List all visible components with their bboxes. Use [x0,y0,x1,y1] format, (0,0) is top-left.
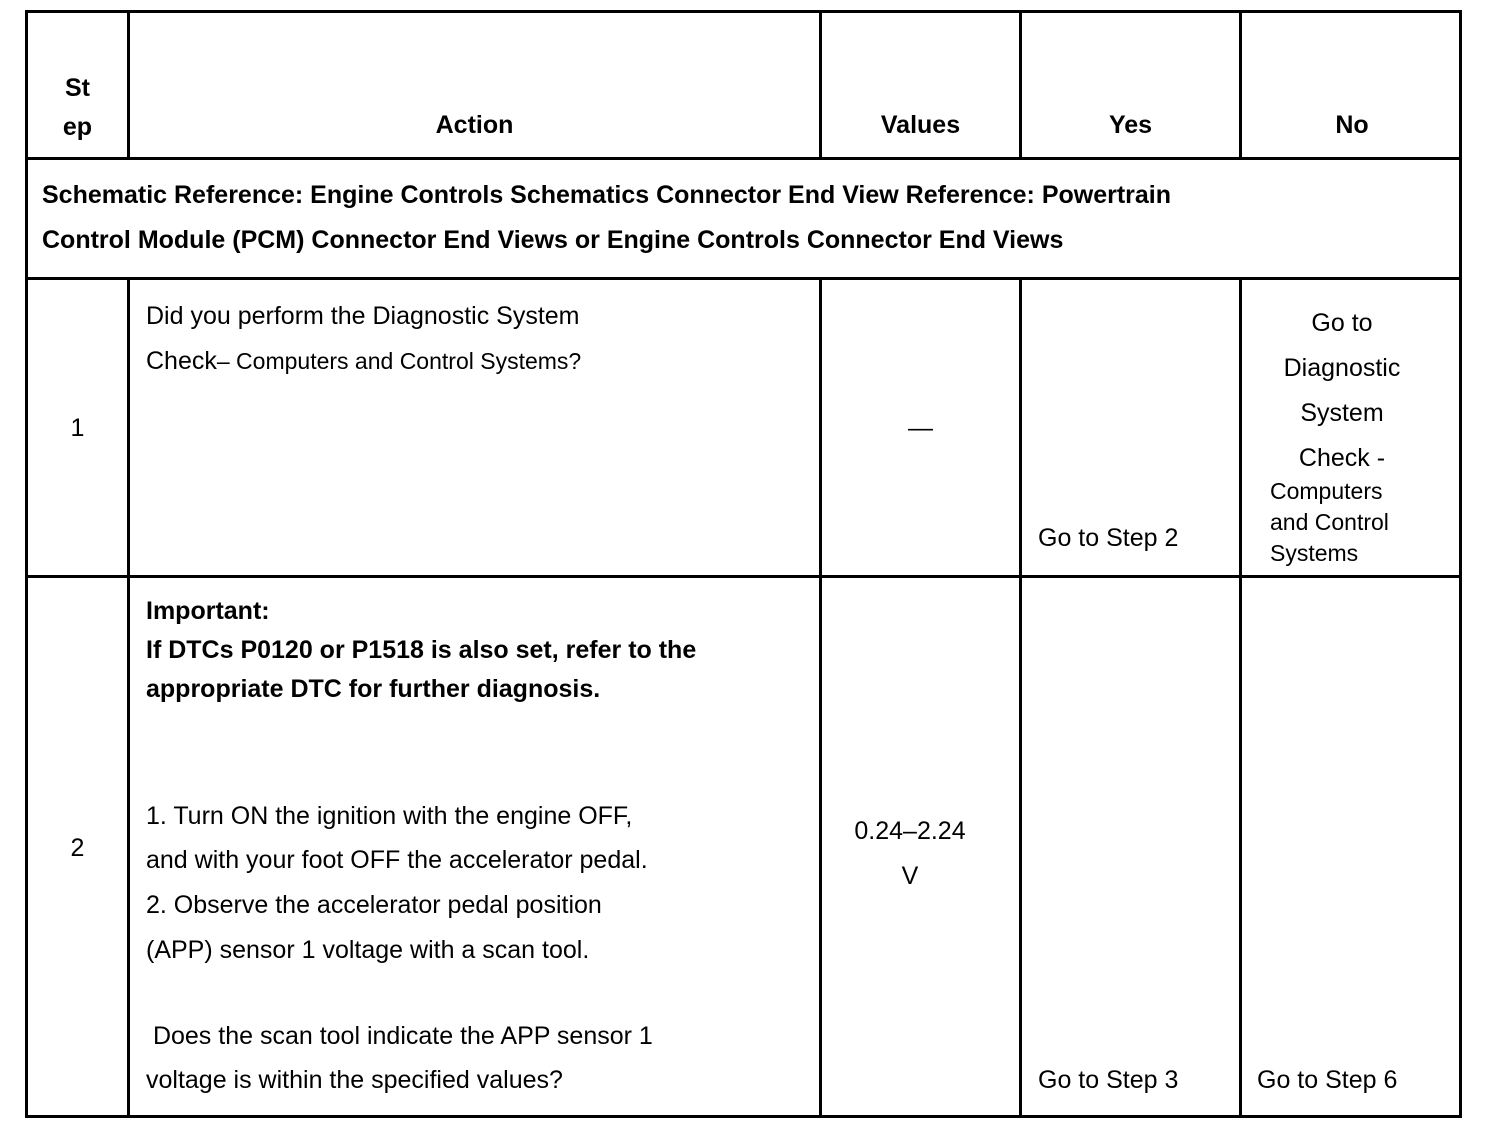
header-step-line2: ep [62,113,93,141]
row1-action-check: Check [146,347,217,375]
row1-no-line4: Check - [1298,444,1386,472]
row2-question-line1: Does the scan tool indicate the APP sensor 1 [146,1022,653,1050]
row1-action-line1: Did you perform the Diagnostic System [146,302,580,330]
header-divider [28,157,1459,160]
row2-instruction-2b: (APP) sensor 1 voltage with a scan tool. [146,936,590,964]
row1-no-line1: Go to [1311,309,1373,337]
row2-values-range: 0.24–2.24 [854,817,966,845]
row1-values: — [908,414,933,442]
row2-instruction-1b: and with your foot OFF the accelerator pedal. [146,846,648,874]
col-divider-values [1019,277,1022,1115]
row1-no-line3: System [1300,399,1384,427]
row2-important-line2: appropriate DTC for further diagnosis. [146,675,601,703]
row1-step: 1 [70,414,85,442]
row2-values [822,809,998,899]
diagnostic-table [25,10,1462,1118]
header-step-line1: St [65,74,90,102]
header-action: Action [435,111,514,139]
row2-yes: Go to Step 3 [1038,1066,1179,1094]
header-values: Values [880,111,961,139]
row1-no-small [1270,476,1389,569]
row1-no-line6: and Control [1270,509,1389,535]
col-divider-action [819,277,822,1115]
row1-no-large [1242,301,1442,481]
row2-question-line2: voltage is within the specified values? [146,1066,563,1094]
header-yes: Yes [1108,111,1153,139]
row2-instruction-1a: 1. Turn ON the ignition with the engine OFF, [146,802,633,830]
row2-step: 2 [70,834,85,862]
reference-line-2: Control Module (PCM) Connector End Views or Engine Controls Connector End Views [42,226,1064,254]
reference-divider [28,277,1459,280]
row1-no-line7: Systems [1270,540,1359,566]
header-no: No [1335,111,1369,139]
row2-important-line1: If DTCs P0120 or P1518 is also set, refer to the [146,636,697,664]
row1-no-line5: Computers [1270,478,1383,504]
row2-important-label: Important: [146,597,270,625]
row2-instruction-2a: 2. Observe the accelerator pedal position [146,891,602,919]
row2-no: Go to Step 6 [1257,1066,1398,1094]
reference-line-1: Schematic Reference: Engine Controls Schematics Connector End View Reference: Powertrain [42,181,1172,209]
row1-divider [28,575,1459,578]
header-step [28,69,127,147]
row1-action-line2 [146,346,581,376]
col-divider-step [127,277,130,1115]
row2-values-unit: V [901,862,919,890]
row1-action-systems: – Computers and Control Systems? [216,348,582,374]
row1-no-line2: Diagnostic [1283,354,1401,382]
row1-yes: Go to Step 2 [1038,524,1179,552]
